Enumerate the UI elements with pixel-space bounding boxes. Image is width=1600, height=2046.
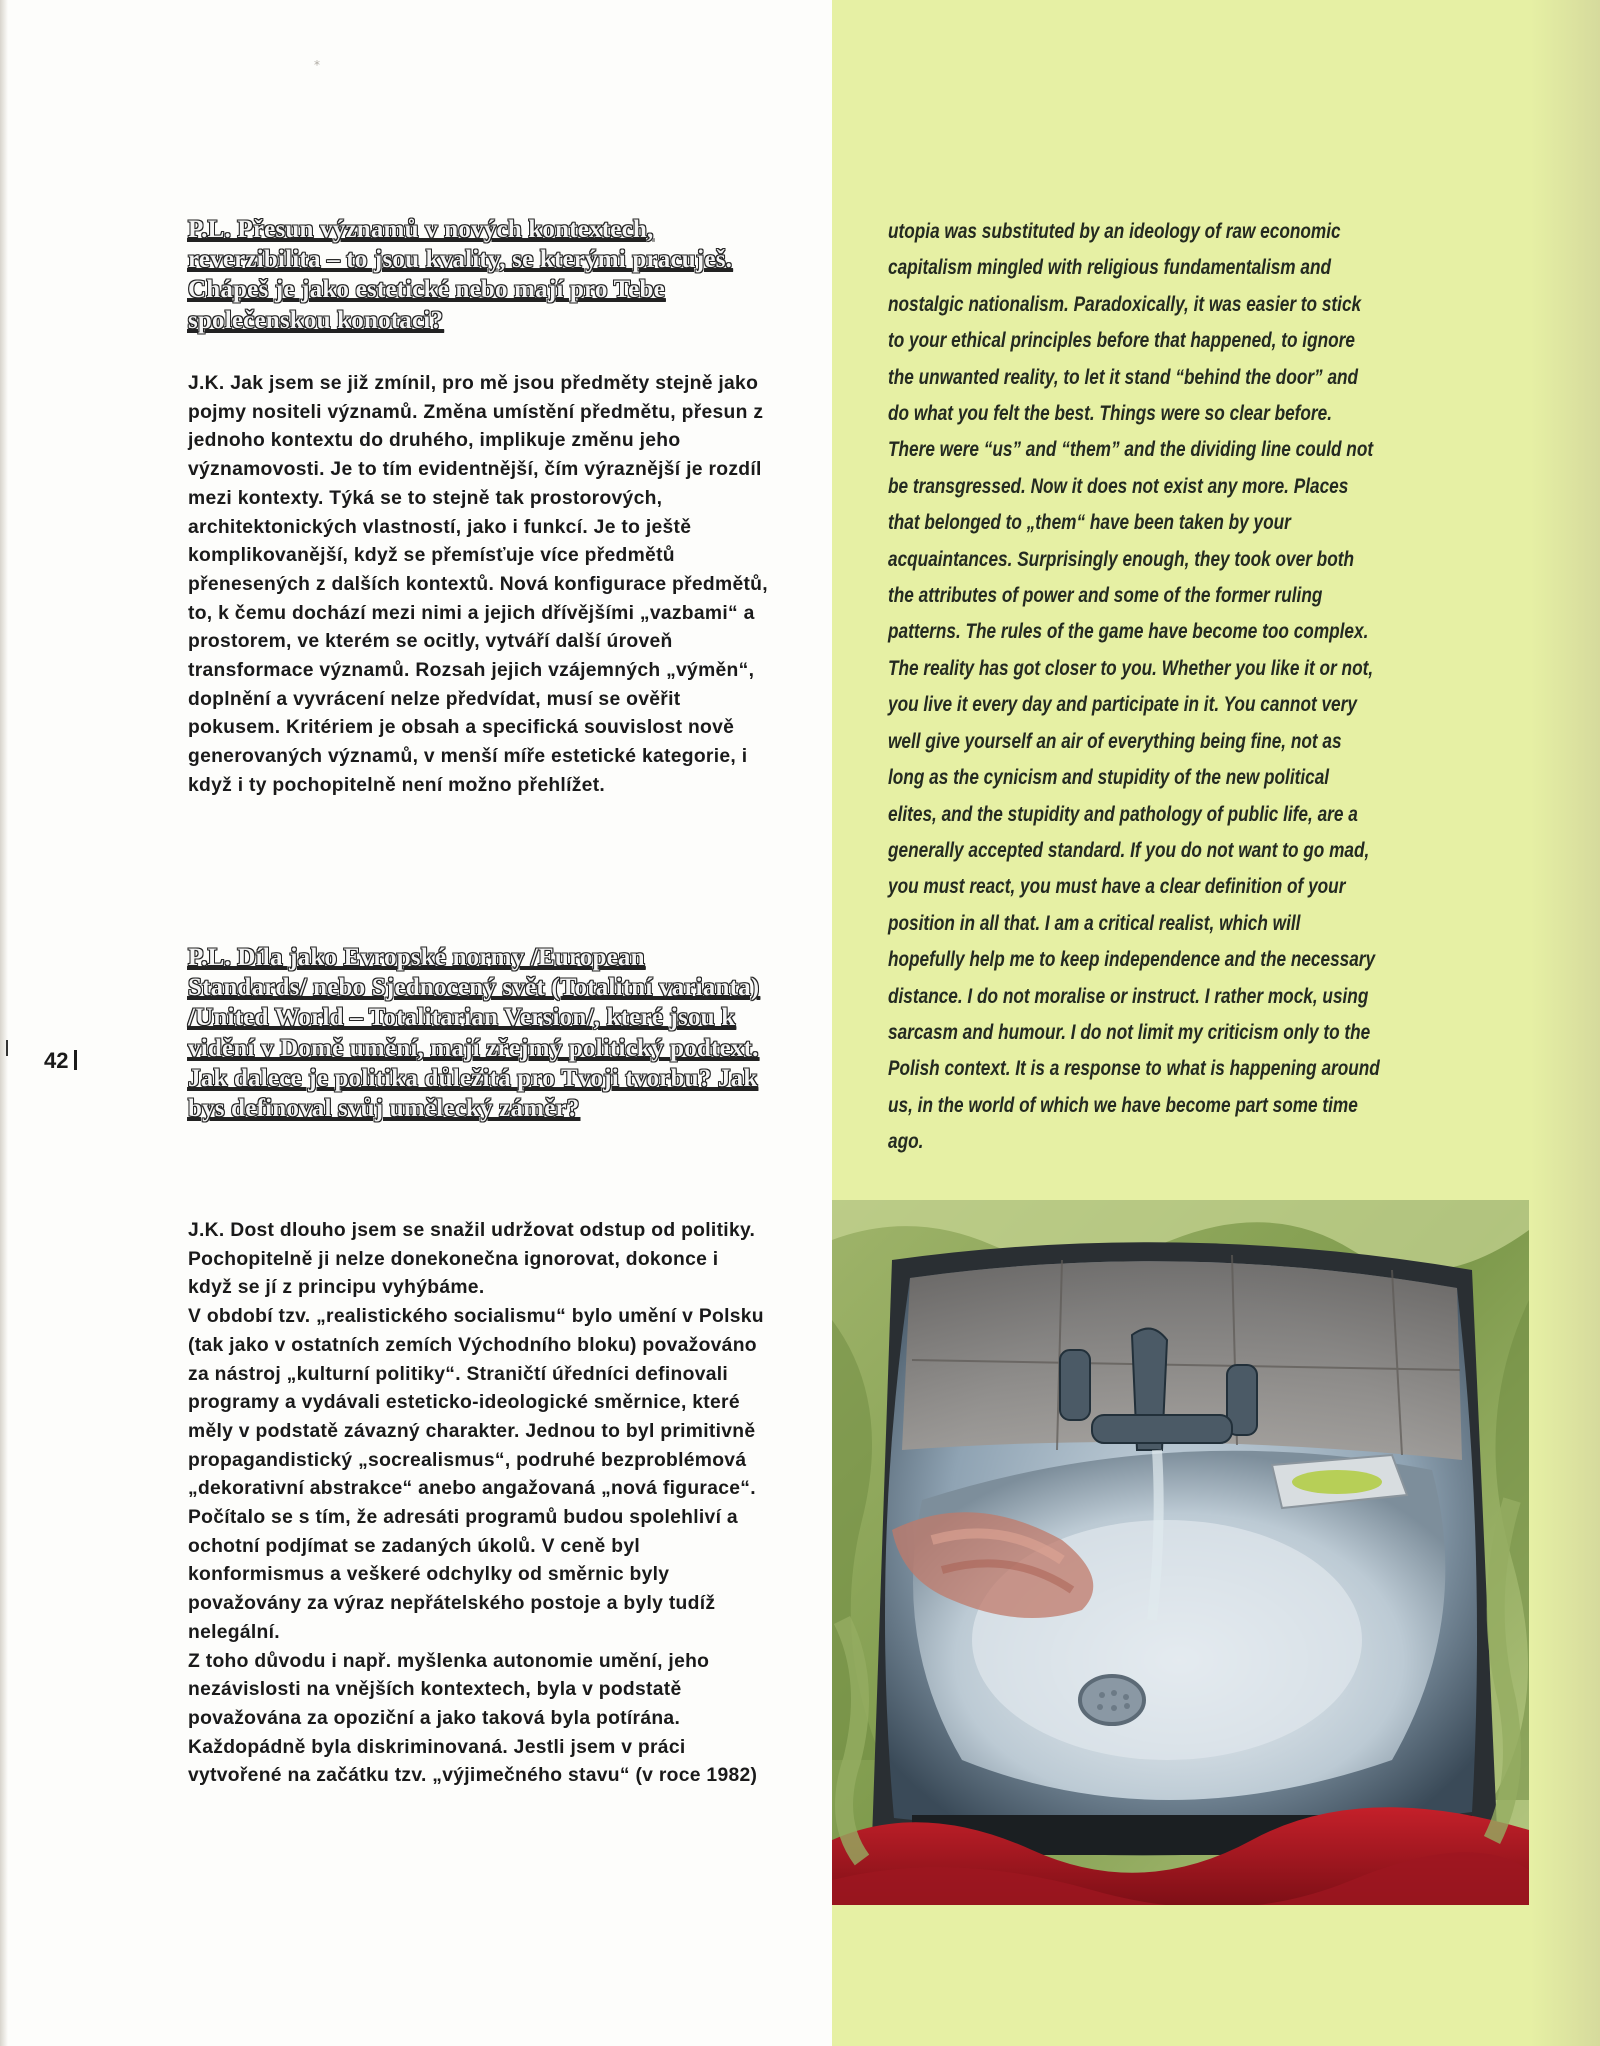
page-gutter-shadow bbox=[0, 0, 8, 2046]
artwork-photo-sink-on-tv bbox=[832, 1200, 1529, 1905]
interview-answer-1: J.K. Jak jsem se již zmínil, pro mě jsou předměty stejně jako pojmy nositeli významů. Změna umístění předmětu, přesun z jednoho kontextu do druhého, implikuje změnu jeho významovosti. Je to tím evidentnější, čím výraznější je rozdíl mezi kontexty. Týká se to stejně tak prostorových, architektonických vlastností, jako i funkcí. Je to ještě komplikovanější, když se přemísťuje více předmětů přenesených z dalších kontextů. Nová konfigurace předmětů, to, k čemu dochází mezi nimi a jejich dřívějšími „vazbami“ a prostorem, ve kterém se ocitly, vytváří další úroveň transformace významů. Rozsah jejich vzájemných „výměn“, doplnění a vyvrácení nelze předvídat, musí se ověřit pokusem. Kritériem je obsah a specifická souvislost nově generovaných významů, v menší míře estetické kategorie, i když i ty pochopitelně není možno přehlížet. bbox=[188, 373, 768, 796]
sink-drain bbox=[1080, 1676, 1144, 1724]
interview-question-1: P.L. Přesun významů v nových kontextech, reverzibilita – to jsou kvality, se kterými pracuješ. Chápeš je jako estetické nebo mají pro Tebe společenskou konotaci? bbox=[188, 216, 733, 334]
page-number: 42 bbox=[44, 1048, 77, 1074]
interview-question-2: P.L. Díla jako Evropské normy /European Standards/ nebo Sjednocený svět (Totalitní varianta) /United World – Totalitarian Version/, které jsou k vidění v Domě umění, mají zřejmý politický podtext. Jak dalece je politika důležitá pro Tvoji tvorbu? Jak bys definoval svůj umělecký záměr? bbox=[188, 944, 760, 1123]
english-translation-text: utopia was substituted by an ideology of raw economic capitalism mingled with religious fundamentalism and nostalgic nationalism. Paradoxically, it was easier to stick to your ethical principles before that happened, to ignore the unwanted reality, to let it stand “behind the door” and do what you felt the best. Things were so clear before. There were “us” and “them” and the dividing line could not be transgressed. Now it does not exist any more. Places that belonged to „them“ have been taken by your acquaintances. Surprisingly enough, they took over both the attributes of power and some of the former ruling patterns. The rules of the game have become too complex. The reality has got closer to you. Whether you like it or not, you live it every day and participate in it. You cannot very well give yourself an air of everything being fine, not as long as the cynicism and stupidity of the new political elites, and the stupidity and pathology of public life, are a generally accepted standard. If you do not want to go mad, you must react, you must have a clear definition of your position in all that. I am a critical realist, which will hopefully help me to keep independence and the necessary distance. I do not moralise or instruct. I rather mock, using sarcasm and humour. I do not limit my criticism only to the Polish context. It is a response to what is happening around us, in the world of which we have become part some time ago. bbox=[888, 220, 1380, 1154]
print-speck: * bbox=[314, 58, 320, 72]
interview-answer-2: J.K. Dost dlouho jsem se snažil udržovat odstup od politiky. Pochopitelně ji nelze donekonečna ignorovat, dokonce i když se jí z principu vyhýbáme. V období tzv. „realistického socialismu“ bylo umění v Polsku (tak jako v ostatních zemích Východního bloku) považováno za nástroj „kulturní politiky“. Straničtí úředníci definovali programy a vydávali esteticko-ideologické směrnice, které měly v podstatě závazný charakter. Jednou to byl primitivně propagandistický „socrealismus“, podruhé bezproblémová „dekorativní abstrakce“ anebo angažovaná „nová figurace“. Počítalo se s tím, že adresáti programů budou spolehliví a ochotní podjímat se zadaných úkolů. V ceně byl konformismus a veškeré odchylky od směrnic byly považovány za výraz nepřátelského postoje a byly tudíž nelegální. Z toho důvodu i např. myšlenka autonomie umění, jeho nezávislosti na vnějších kontextech, byla v podstatě považována za opoziční a jako taková byla potírána. Každopádně byla diskriminovaná. Jestli jsem v práci vytvořené na začátku tzv. „výjimečného stavu“ (v roce 1982) bbox=[188, 1220, 764, 1787]
page-edge-shadow bbox=[1530, 0, 1600, 2046]
page-number-bar bbox=[74, 1050, 77, 1070]
margin-mark bbox=[6, 1040, 8, 1056]
